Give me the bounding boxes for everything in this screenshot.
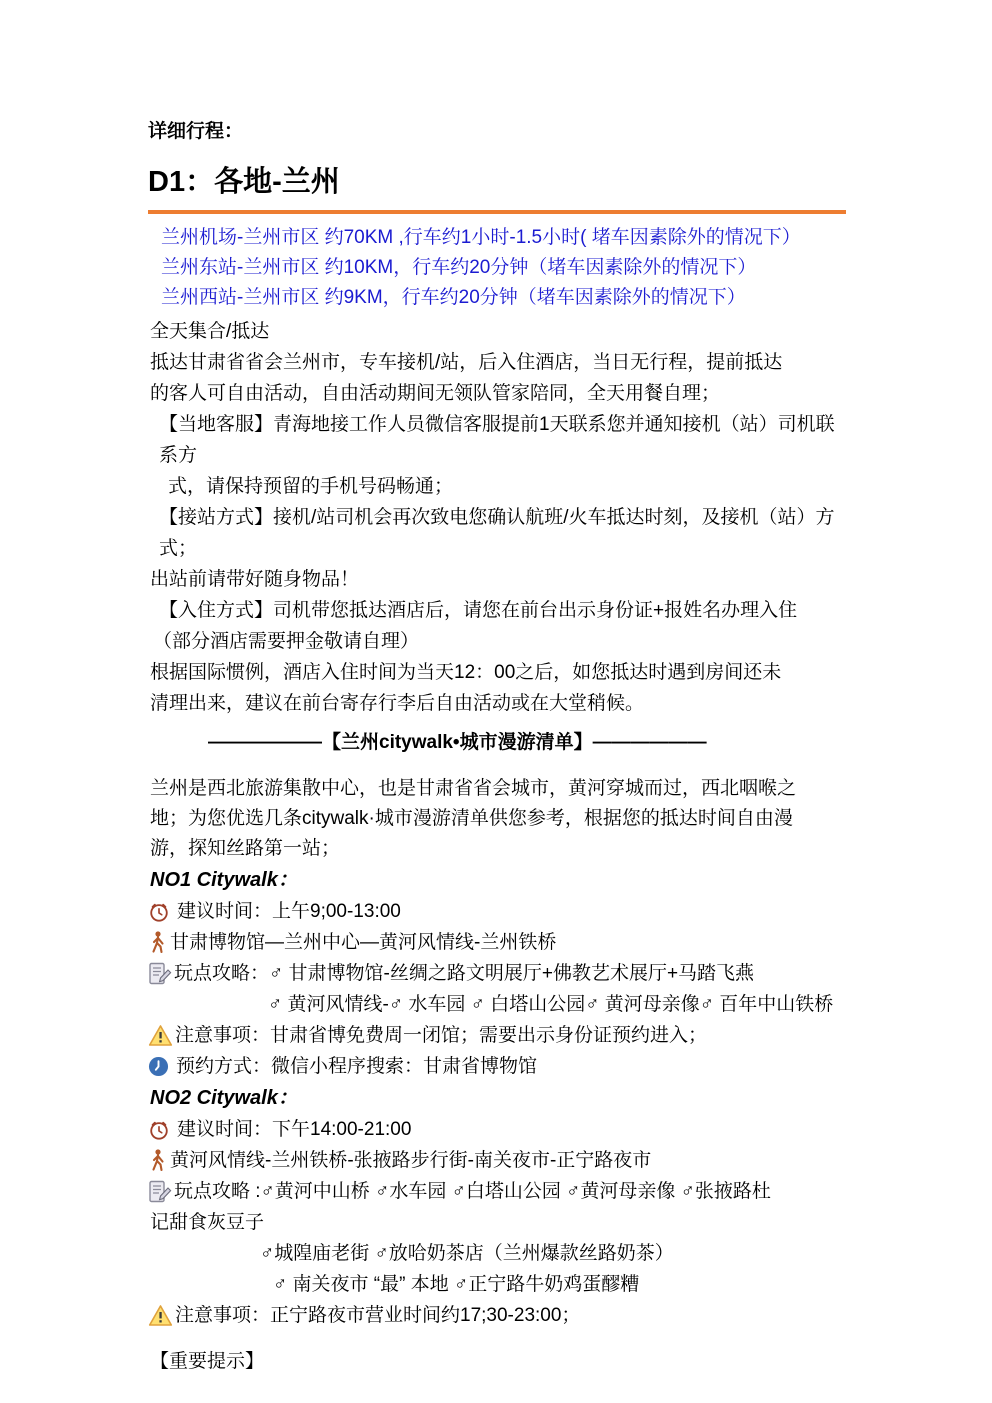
page-title: 详细行程： — [148, 121, 244, 142]
orange-divider — [148, 210, 846, 214]
citywalk-banner: ——————【兰州citywalk•城市漫游清单】—————— — [208, 732, 707, 753]
walker-icon — [148, 1148, 168, 1174]
no2-suggest-time-row — [148, 1114, 846, 1145]
arrival-line: 出站前请带好随身物品！ — [150, 569, 360, 590]
arrival-line: 根据国际惯例，酒店入住时间为当天12：00之后，如您抵达时遇到房间还未 — [150, 662, 782, 683]
citywalk-no2-title: NO2 Citywalk： — [150, 1087, 298, 1109]
citywalk-no1-title: NO1 Citywalk： — [150, 869, 298, 891]
transport-notes — [148, 223, 846, 313]
no1-notice-row — [148, 1020, 846, 1051]
arrival-line: 【入住方式】司机带您抵达酒店后，请您在前台出示身份证+报姓名办理入住 — [159, 600, 798, 621]
no1-booking-row — [148, 1051, 846, 1082]
arrival-line: 抵达甘肃省省会兰州市，专车接机/站，后入住酒店，当日无行程，提前抵达 — [150, 352, 783, 373]
arrival-line: 的客人可自由活动，自由活动期间无领队管家陪同，全天用餐自理； — [150, 383, 721, 404]
important-notice-label: 【重要提示】 — [150, 1351, 265, 1372]
intro-line: 游，探知丝路第一站； — [150, 838, 341, 859]
no1-notice: 注意事项：甘肃省博免费周一闭馆；需要出示身份证预约进入； — [175, 1025, 708, 1046]
arrival-line: 全天集合/抵达 — [150, 321, 270, 342]
no1-tips-row — [148, 958, 846, 989]
day-heading: D1：各地-兰州 — [148, 166, 340, 198]
no2-tips-row — [148, 1176, 846, 1207]
blue-clock-icon — [148, 1056, 169, 1077]
no1-suggest-time: 建议时间：上午9;00-13:00 — [177, 901, 401, 922]
citywalk-intro — [148, 774, 846, 864]
no1-route-row — [148, 927, 846, 958]
arrival-line: 【当地客服】青海地接工作人员微信客服提前1天联系您并通知接机（站）司机联系方 — [159, 414, 835, 466]
arrival-line: 【接站方式】接机/站司机会再次致电您确认航班/火车抵达时刻，及接机（站）方式； — [159, 507, 835, 559]
intro-line: 地；为您优选几条citywalk·城市漫游清单供您参考，根据您的抵达时间自由漫 — [150, 808, 793, 829]
no2-route-row — [148, 1145, 846, 1176]
intro-line: 兰州是西北旅游集散中心，也是甘肃省省会城市，黄河穿城而过，西北咽喉之 — [150, 778, 797, 799]
transport-line: 兰州机场-兰州市区 约70KM ,行车约1小时-1.5小时( 堵车因素除外的情况下） — [161, 227, 801, 248]
no1-suggest-time-row — [148, 896, 846, 927]
warning-triangle-icon — [148, 1024, 173, 1047]
no2-notice-row — [148, 1300, 846, 1331]
no1-route: 甘肃博物馆—兰州中心—黄河风情线-兰州铁桥 — [170, 932, 557, 953]
no2-notice: 注意事项：正宁路夜市营业时间约17;30-23:00； — [175, 1305, 581, 1326]
clock-icon — [148, 901, 170, 923]
no2-tips-line3: ♂ 南关夜市 “最” 本地 ♂正宁路牛奶鸡蛋醪糟 — [273, 1274, 640, 1295]
no2-tips-continuation: 记甜食灰豆子 — [150, 1212, 265, 1233]
arrival-line: （部分酒店需要押金敬请自理） — [153, 631, 420, 652]
walker-icon — [148, 930, 168, 956]
transport-line: 兰州东站-兰州市区 约10KM，行车约20分钟（堵车因素除外的情况下） — [161, 257, 757, 278]
no2-route: 黄河风情线-兰州铁桥-张掖路步行街-南关夜市-正宁路夜市 — [170, 1150, 652, 1171]
no1-tips: 玩点攻略：♂ 甘肃博物馆-丝绸之路文明展厅+佛教艺术展厅+马踏飞燕 — [174, 963, 755, 984]
no1-tips-line2: ♂ 黄河风情线-♂ 水车园 ♂ 白塔山公园♂ 黄河母亲像♂ 百年中山铁桥 — [268, 994, 834, 1015]
arrival-line: 式，请保持预留的手机号码畅通； — [168, 476, 454, 497]
no2-tips-line2: ♂城隍庙老街 ♂放哈奶茶店（兰州爆款丝路奶茶） — [260, 1243, 674, 1264]
arrival-line: 清理出来，建议在前台寄存行李后自由活动或在大堂稍候。 — [150, 693, 645, 714]
warning-triangle-icon — [148, 1304, 173, 1327]
no2-tips: 玩点攻略 :♂黄河中山桥 ♂水车园 ♂白塔山公园 ♂黄河母亲像 ♂张掖路杜 — [174, 1181, 771, 1202]
no2-suggest-time: 建议时间：下午14:00-21:00 — [177, 1119, 412, 1140]
no1-booking: 预约方式：微信小程序搜索：甘肃省博物馆 — [176, 1056, 538, 1077]
transport-line: 兰州西站-兰州市区 约9KM，行车约20分钟（堵车因素除外的情况下） — [161, 287, 746, 308]
memo-pencil-icon — [148, 961, 172, 987]
memo-pencil-icon — [148, 1179, 172, 1205]
clock-icon — [148, 1119, 170, 1141]
arrival-info — [148, 316, 846, 719]
